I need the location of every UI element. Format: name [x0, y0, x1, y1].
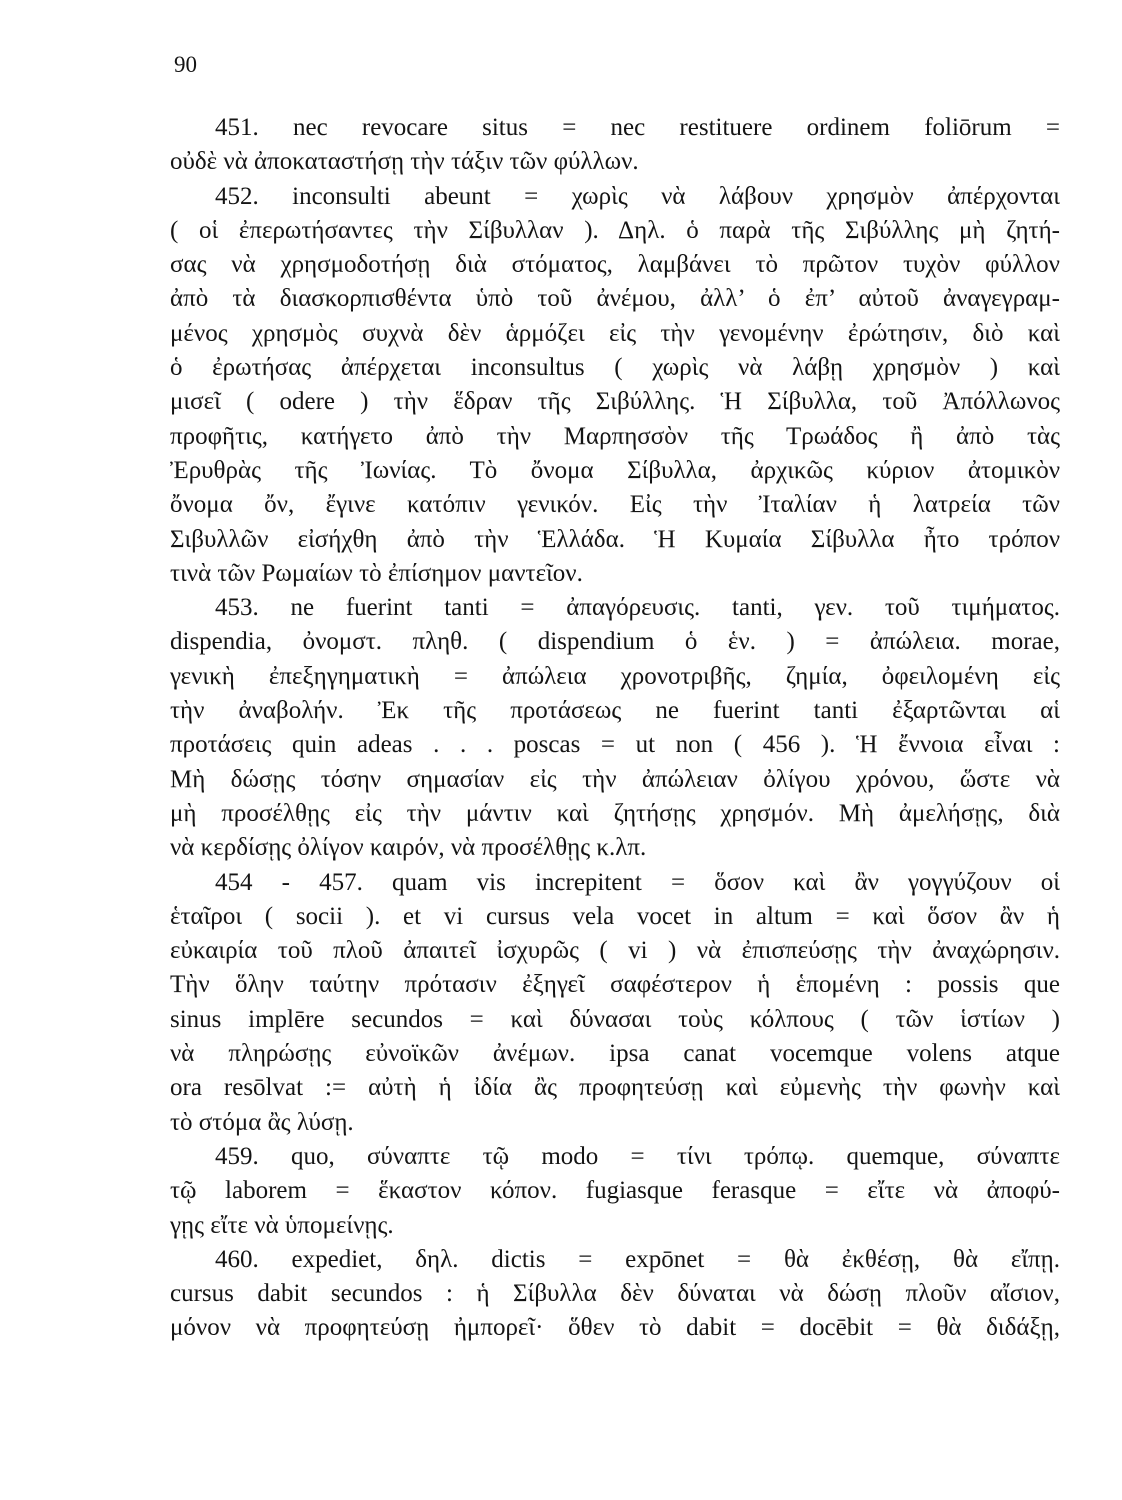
text-line: ora resōlvat := αὐτὴ ἡ ἰδία ἂς προφητεύσῃ καὶ εὐμενὴς τὴν φωνὴν καὶ — [170, 1074, 1061, 1102]
text-line: τὴν ἀναβολήν. Ἐκ τῆς προτάσεως ne fuerint tanti ἐξαρτῶνται αἱ — [170, 697, 1060, 725]
text-line: 454 - 457. quam vis increpitent = ὅσον καὶ ἂν γογγύζουν οἱ — [215, 868, 1060, 896]
text-line: cursus dabit secundos : ἡ Σίβυλλα δὲν δύναται νὰ δώσῃ πλοῦν αἴσιον, — [170, 1280, 1060, 1308]
page-body-text — [170, 111, 1060, 1346]
paragraph — [170, 591, 1060, 865]
text-line: τινὰ τῶν Ρωμαίων τὸ ἐπίσημον μαντεῖον. — [170, 559, 583, 587]
paragraph — [170, 111, 1060, 180]
text-line: ὄνομα ὄν, ἔγινε κατόπιν γενικόν. Εἰς τὴν Ἰταλίαν ἡ λατρεία τῶν — [170, 491, 1060, 519]
text-line: μένος χρησμὸς συχνὰ δὲν ἁρμόζει εἰς τὴν γενομένην ἐρώτησιν, διὸ καὶ — [170, 319, 1060, 347]
text-line: 451. nec revocare situs = nec restituere ordinem foliōrum = — [215, 114, 1060, 141]
text-line: τὸ στόμα ἂς λύσῃ. — [170, 1108, 354, 1136]
text-line: ἀπὸ τὰ διασκορπισθέντα ὑπὸ τοῦ ἀνέμου, ἀλλ’ ὁ ἐπ’ αὐτοῦ ἀναγεγραμ- — [170, 285, 1060, 313]
text-line: sinus implēre secundos = καὶ δύνασαι τοὺς κόλπους ( τῶν ἱστίων ) — [170, 1005, 1061, 1033]
text-line: ἑταῖροι ( socii ). et vi cursus vela vocet in altum = καὶ ὅσον ἂν ἡ — [170, 902, 1060, 930]
text-line: Ἐρυθρὰς τῆς Ἰωνίας. Τὸ ὄνομα Σίβυλλα, ἀρχικῶς κύριον ἀτομικὸν — [170, 456, 1060, 484]
text-line: γῃς εἴτε νὰ ὑπομείνῃς. — [170, 1211, 394, 1239]
paragraph — [170, 1243, 1060, 1346]
text-line: προτάσεις quin adeas . . . poscas = ut non ( 456 ). Ἡ ἔννοια εἶναι : — [170, 731, 1060, 759]
text-line: μόνον νὰ προφητεύσῃ ἠμπορεῖ· ὅθεν τὸ dabit = docēbit = θὰ διδάξῃ, — [170, 1314, 1060, 1342]
text-line: νὰ κερδίσῃς ὀλίγον καιρόν, νὰ προσέλθῃς κ.λπ. — [170, 834, 647, 862]
text-line: 452. inconsulti abeunt = χωρὶς νὰ λάβουν χρησμὸν ἀπέρχονται — [215, 182, 1060, 210]
text-line: γενικὴ ἐπεξηγηματικὴ = ἀπώλεια χρονοτριβῆς, ζημία, ὀφειλομένη εἰς — [170, 662, 1060, 690]
text-line: μὴ προσέλθῃς εἰς τὴν μάντιν καὶ ζητήσῃς χρησμόν. Μὴ ἀμελήσῃς, διὰ — [170, 799, 1060, 827]
text-line: νὰ πληρώσῃς εὐνοϊκῶν ἀνέμων. ipsa canat vocemque volens atque — [170, 1040, 1060, 1068]
text-line: Μὴ δώσῃς τόσην σημασίαν εἰς τὴν ἀπώλειαν ὀλίγου χρόνου, ὥστε νὰ — [170, 765, 1060, 793]
text-line: 460. expediet, δηλ. dictis = expōnet = θὰ ἐκθέσῃ, θὰ εἴπῃ. — [215, 1245, 1060, 1273]
page-number: 90 — [174, 52, 197, 77]
text-line: ( οἱ ἐπερωτήσαντες τὴν Σίβυλλαν ). Δηλ. ὁ παρὰ τῆς Σιβύλλης μὴ ζητή- — [170, 216, 1061, 244]
paragraph — [170, 866, 1060, 1140]
text-line: dispendia, ὀνομστ. πληθ. ( dispendium ὁ ἑν. ) = ἀπώλεια. morae, — [170, 628, 1060, 656]
text-line: 459. quo, σύναπτε τῷ modo = τίνι τρόπῳ. quemque, σύναπτε — [215, 1142, 1060, 1170]
text-line: Τὴν ὅλην ταύτην πρότασιν ἐξηγεῖ σαφέστερον ἡ ἑπομένη : possis que — [170, 971, 1060, 999]
text-line: 453. ne fuerint tanti = ἀπαγόρευσις. tanti, γεν. τοῦ τιμήματος. — [215, 594, 1060, 622]
text-line: οὐδὲ νὰ ἀποκαταστήσῃ τὴν τάξιν τῶν φύλλων. — [170, 148, 639, 176]
text-line: Σιβυλλῶν εἰσήχθη ἀπὸ τὴν Ἑλλάδα. Ἡ Κυμαία Σίβυλλα ἦτο τρόπον — [170, 525, 1060, 553]
text-line: εὐκαιρία τοῦ πλοῦ ἀπαιτεῖ ἰσχυρῶς ( vi ) νὰ ἐπισπεύσῃς τὴν ἀναχώρησιν. — [170, 937, 1060, 965]
text-line: ὁ ἐρωτήσας ἀπέρχεται inconsultus ( χωρὶς νὰ λάβῃ χρησμὸν ) καὶ — [170, 354, 1060, 382]
text-line: μισεῖ ( odere ) τὴν ἕδραν τῆς Σιβύλλης. Ἡ Σίβυλλα, τοῦ Ἀπόλλωνος — [170, 388, 1060, 416]
paragraph — [170, 1140, 1060, 1243]
text-line: σας νὰ χρησμοδοτήσῃ διὰ στόματος, λαμβάνει τὸ πρῶτον τυχὸν φύλλον — [170, 251, 1060, 279]
text-line: προφῆτις, κατήγετο ἀπὸ τὴν Μαρπησσὸν τῆς Τρωάδος ἢ ἀπὸ τὰς — [170, 422, 1060, 450]
text-line: τῷ laborem = ἕκαστον κόπον. fugiasque ferasque = εἴτε νὰ ἀποφύ- — [170, 1177, 1060, 1205]
paragraph — [170, 180, 1060, 592]
